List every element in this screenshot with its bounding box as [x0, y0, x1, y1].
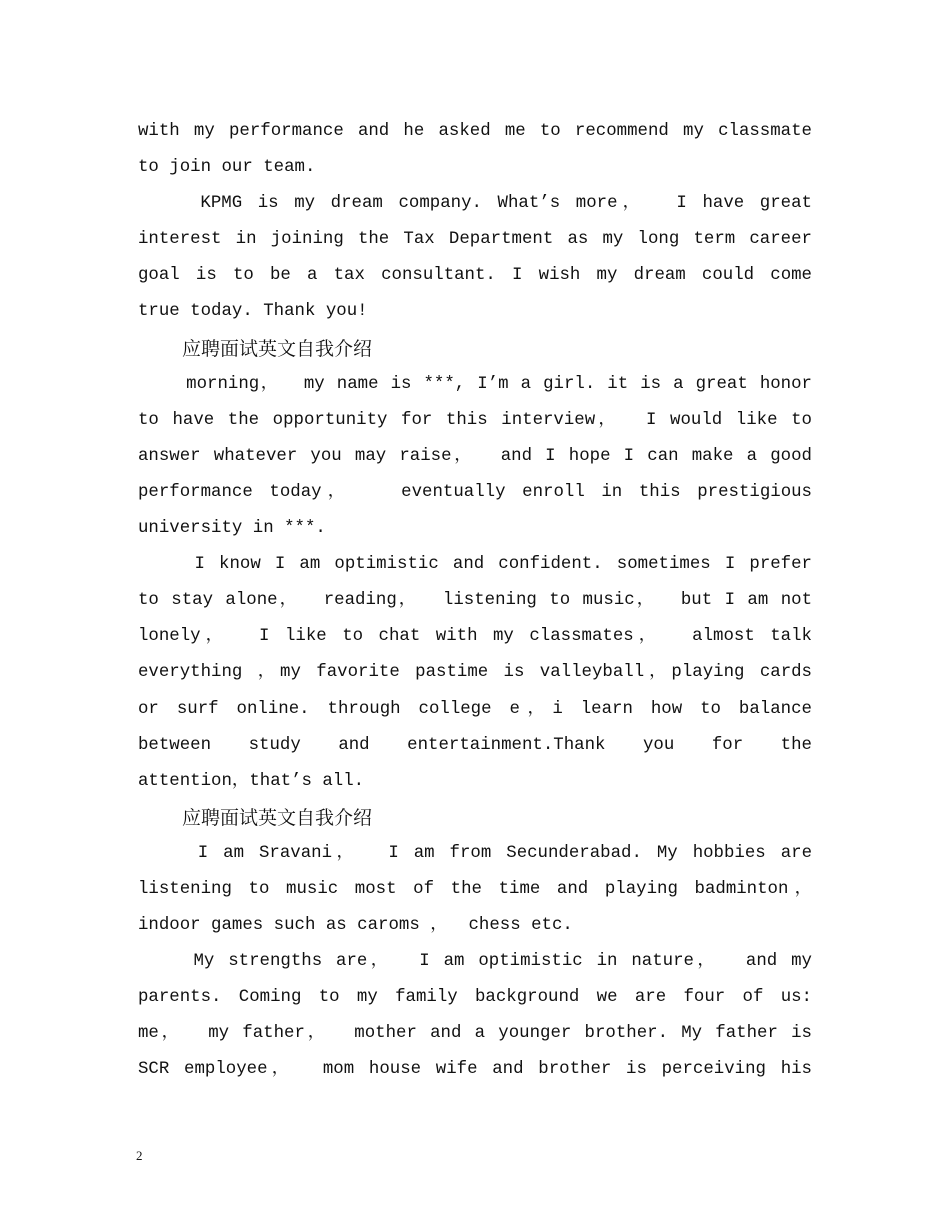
paragraph-morning [138, 367, 812, 547]
text-line: with my performance and he asked me to recommend my classmate [138, 122, 812, 141]
text-line: I know I am optimistic and confident. sometimes I prefer [138, 555, 812, 575]
section-heading: 应聘面试英文自我介绍 [182, 337, 373, 360]
text-line: KPMG is my dream company. What’s more， I have great [138, 194, 812, 214]
text-line: My strengths are， I am optimistic in nature， and my [138, 952, 812, 972]
text-line: I am Sravani， I am from Secunderabad. My hobbies are [138, 843, 812, 863]
text-line: university in ***. [138, 519, 326, 539]
paragraph-sravani [138, 836, 812, 944]
text-line: or surf online. through college e，i learn how to balance [138, 699, 812, 719]
text-line: answer whatever you may raise， and I hope I can make a good [138, 446, 812, 466]
text-line: attention，that’s all. [138, 771, 365, 791]
text-line: indoor games such as caroms ， chess etc. [138, 916, 573, 936]
page-content [138, 114, 812, 1089]
section-heading: 应聘面试英文自我介绍 [182, 806, 373, 829]
text-line: lonely， I like to chat with my classmates， almost talk [138, 627, 812, 647]
text-line: to join our team. [138, 158, 316, 178]
text-line: true today. Thank you! [138, 302, 368, 322]
text-line: morning， my name is ***, I’m a girl. it is a great honor [138, 374, 812, 394]
text-line: listening to music most of the time and playing badminton， [138, 879, 812, 899]
text-line: parents. Coming to my family background we are four of us: [138, 988, 812, 1008]
paragraph-strengths [138, 944, 812, 1088]
text-line: SCR employee， mom house wife and brother is perceiving his [138, 1060, 812, 1080]
paragraph-optimistic [138, 547, 812, 800]
text-line: to have the opportunity for this interview， I would like to [138, 410, 812, 430]
text-line: me， my father， mother and a younger brother. My father is [138, 1024, 812, 1044]
paragraph-continuation [138, 114, 812, 186]
text-line: everything ，my favorite pastime is valleyball，playing cards [138, 663, 812, 683]
text-line: to stay alone， reading， listening to music， but I am not [138, 591, 812, 611]
page-number: 2 [136, 1148, 143, 1163]
text-line: interest in joining the Tax Department as my long term career [138, 230, 812, 250]
text-line: goal is to be a tax consultant. I wish my dream could come [138, 266, 812, 286]
text-line: between study and entertainment.Thank you for the [138, 735, 812, 755]
paragraph-kpmg [138, 186, 812, 330]
text-line: performance today， eventually enroll in this prestigious [138, 482, 812, 502]
